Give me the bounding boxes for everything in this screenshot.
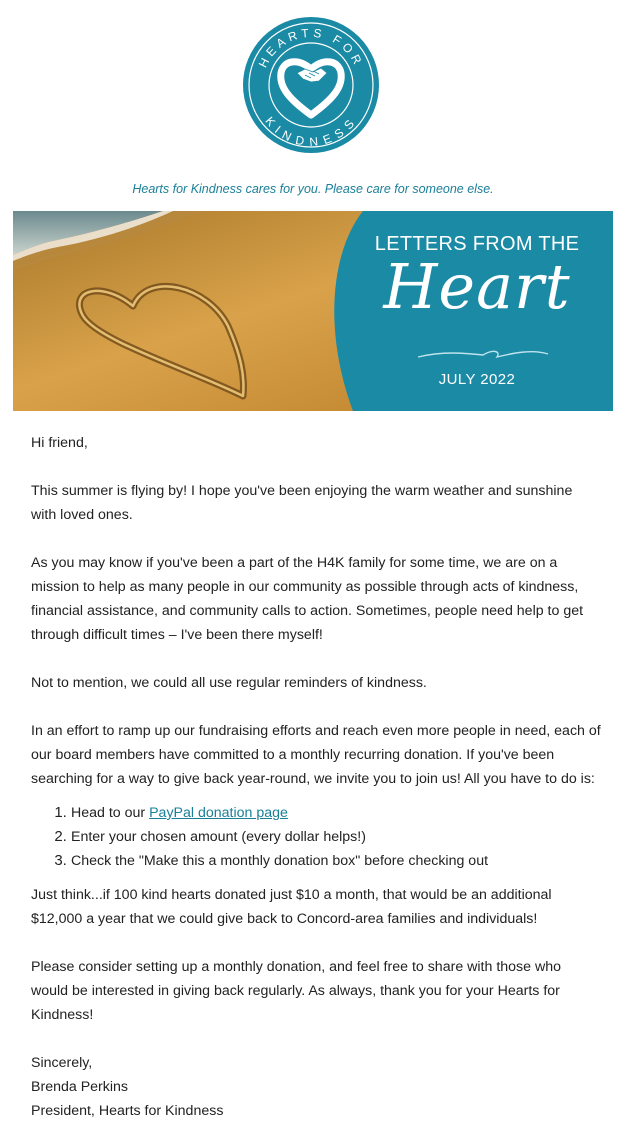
- paragraph-5: Just think...if 100 kind hearts donated just $10 a month, that would be an additional $12,000 a year that we could give back to Concord-area families and individuals!: [31, 887, 552, 927]
- step-1-text: Head to our: [71, 805, 150, 821]
- paypal-donation-link[interactable]: PayPal donation page: [149, 805, 288, 821]
- signature-block: [31, 1051, 601, 1123]
- list-item: [71, 849, 601, 873]
- list-item: [71, 825, 601, 849]
- paragraph-6: Please consider setting up a monthly donation, and feel free to share with those who would be interested in giving back regularly. As always, thank you for your Hearts for Kindness!: [31, 959, 561, 1023]
- banner-heart-word: Heart: [383, 250, 571, 323]
- tagline: Hearts for Kindness cares for you. Please care for someone else.: [132, 182, 494, 196]
- signoff: Sincerely,: [31, 1055, 93, 1071]
- header-banner: [13, 211, 613, 411]
- paragraph-4: In an effort to ramp up our fundraising efforts and reach even more people in need, each of our board members have committed to a monthly recurring donation. If you've been searching for a way to give back year-round, we invite you to join us! All you have to do is:: [31, 723, 601, 787]
- list-item: [71, 801, 601, 825]
- paragraph-3: Not to mention, we could all use regular reminders of kindness.: [31, 675, 427, 691]
- banner-heading: LETTERS FROM THE: [374, 233, 580, 255]
- logo-icon: [241, 15, 381, 155]
- hearts-for-kindness-logo: [241, 15, 381, 155]
- step-3-text: Check the "Make this a monthly donation box" before checking out: [71, 853, 489, 869]
- donation-steps-list: [31, 801, 601, 873]
- step-2-text: Enter your chosen amount (every dollar helps!): [71, 829, 366, 845]
- logo-top-text: HEARTS FOR: [255, 25, 367, 70]
- paragraph-2: As you may know if you've been a part of the H4K family for some time, we are on a mission to help as many people in our community as possible through acts of kindness, financial assistance, and community calls to action. Sometimes, people need help to get through difficult times – I've been there myself!: [31, 555, 584, 643]
- greeting: Hi friend,: [31, 435, 88, 451]
- signer-title: President, Hearts for Kindness: [31, 1103, 224, 1119]
- banner-date: JULY 2022: [438, 371, 516, 388]
- letter-body: [31, 431, 601, 1123]
- logo-bottom-text: KINDNESS: [262, 114, 360, 150]
- paragraph-1: This summer is flying by! I hope you've been enjoying the warm weather and sunshine with loved ones.: [31, 483, 573, 523]
- signer-name: Brenda Perkins: [31, 1079, 128, 1095]
